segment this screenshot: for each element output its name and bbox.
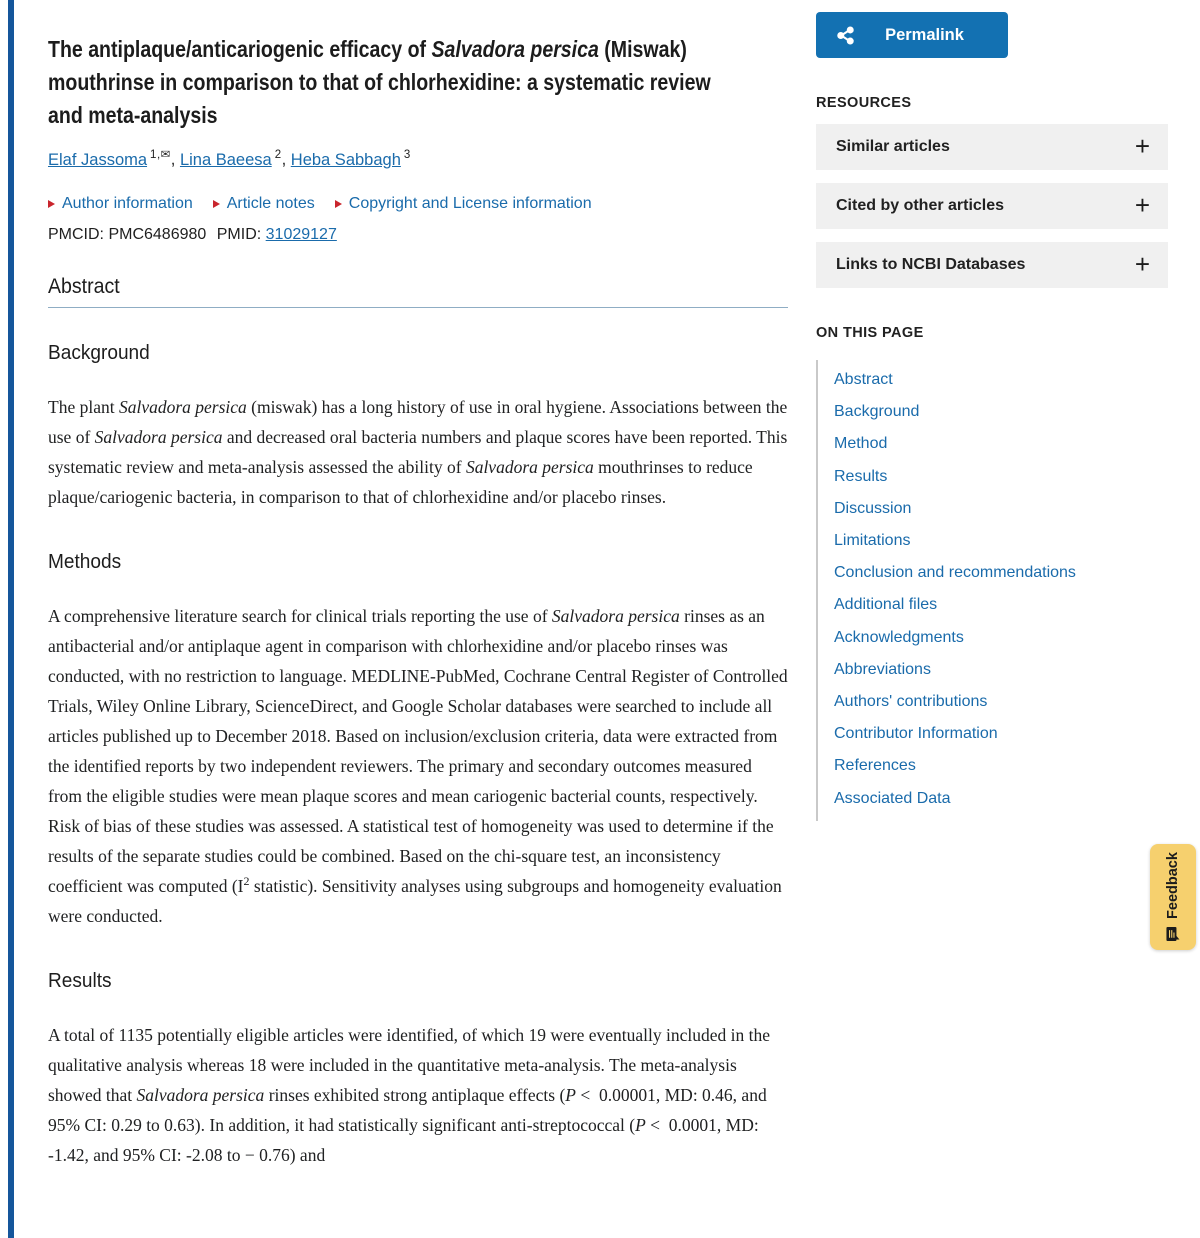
article-sidebar xyxy=(816,0,1168,821)
toc-link-contributor-information[interactable]: Contributor Information xyxy=(834,725,998,743)
author-link-lina-baeesa[interactable]: Lina Baeesa xyxy=(179,150,272,169)
accordion-label: Similar articles xyxy=(836,138,950,155)
toc-link-acknowledgments[interactable]: Acknowledgments xyxy=(834,628,964,646)
share-icon xyxy=(836,26,855,45)
section-methods xyxy=(48,550,788,931)
toc-link-method[interactable]: Method xyxy=(834,435,888,453)
author-affiliation-sup: 2 xyxy=(274,149,282,161)
plus-icon: + xyxy=(1134,130,1150,161)
toc-link-conclusion-and-recommendations[interactable]: Conclusion and recommendations xyxy=(834,564,1076,582)
article-title: The antiplaque/anticariogenic efficacy of Salvadora persica (Miswak) mouthrinse in comparison to that of chlorhexidine: a systematic review and meta-analysis xyxy=(48,36,711,128)
copyright-license-link[interactable]: Copyright and License information xyxy=(348,194,592,212)
section-heading: Methods xyxy=(48,549,122,573)
section-results xyxy=(48,969,788,1170)
abstract-heading: Abstract xyxy=(48,274,120,298)
author-link-elaf-jassoma[interactable]: Elaf Jassoma xyxy=(48,150,148,169)
pmcid-value: PMC6486980 xyxy=(108,225,207,243)
toc-link-authors-contributions[interactable]: Authors' contributions xyxy=(834,693,988,711)
accordion-label: Cited by other articles xyxy=(836,197,1005,214)
feedback-tab-content xyxy=(1165,852,1181,942)
article-main xyxy=(48,0,788,1170)
article-ids xyxy=(48,226,788,244)
author-affiliation-sup: 3 xyxy=(403,149,411,161)
toc-link-background[interactable]: Background xyxy=(834,403,920,421)
meta-link-item xyxy=(213,195,315,213)
plus-icon: + xyxy=(1134,248,1150,279)
disclosure-triangle-icon xyxy=(48,200,55,208)
article-notes-link[interactable]: Article notes xyxy=(226,194,315,212)
permalink-button[interactable] xyxy=(816,12,1008,58)
section-background xyxy=(48,341,788,512)
section-heading: Background xyxy=(48,340,150,364)
accordion-links-to-ncbi-databases[interactable] xyxy=(816,242,1168,288)
pmid-label: PMID: xyxy=(216,225,262,243)
author xyxy=(180,151,282,169)
author xyxy=(291,151,411,169)
author-link-heba-sabbagh[interactable]: Heba Sabbagh xyxy=(290,150,401,169)
author-separator: , xyxy=(281,150,291,169)
pmcid-label: PMCID: xyxy=(48,225,104,243)
accordion-cited-by-other-articles[interactable] xyxy=(816,183,1168,229)
toc-link-results[interactable]: Results xyxy=(834,467,888,485)
feedback-tab[interactable] xyxy=(1150,844,1196,950)
on-this-page-heading: ON THIS PAGE xyxy=(816,325,924,341)
toc-link-references[interactable]: References xyxy=(834,757,916,775)
toc-link-additional-files[interactable]: Additional files xyxy=(834,596,938,614)
section-paragraph: The plant Salvadora persica (miswak) has a long history of use in oral hygiene. Associations between the use of Salvadora persica and decreased oral bacteria numbers and plaque scores have been reported. This systematic review and meta-analysis assessed the ability of Salvadora persica mouthrinses to reduce plaque/cariogenic bacteria, in comparison to that of chlorhexidine and/or placebo rinses. xyxy=(48,396,788,507)
on-this-page-nav xyxy=(816,360,1168,821)
toc-link-abstract[interactable]: Abstract xyxy=(834,371,893,388)
toc-link-discussion[interactable]: Discussion xyxy=(834,499,912,517)
section-paragraph: A total of 1135 potentially eligible articles were identified, of which 19 were eventually included in the qualitative analysis whereas 18 were included in the quantitative meta-analysis. The meta-analysis showed that Salvadora persica rinses exhibited strong antiplaque effects (P < 0.00001, MD: 0.46, and 95% CI: 0.29 to 0.63). In addition, it had statistically significant anti-streptococcal (P < 0.0001, MD: -1.42, and 95% CI: -2.08 to − 0.76) and xyxy=(48,1024,770,1165)
toc-link-limitations[interactable]: Limitations xyxy=(834,532,911,550)
permalink-label: Permalink xyxy=(885,25,964,44)
disclosure-triangle-icon xyxy=(213,200,220,208)
author xyxy=(48,151,171,169)
resources-heading: RESOURCES xyxy=(816,95,912,111)
section-paragraph: A comprehensive literature search for clinical trials reporting the use of Salvadora persica rinses as an antibacterial and/or antiplaque agent in comparison with chlorhexidine and/or placebo rinses was conducted, with no restriction to language. MEDLINE-PubMed, Cochrane Central Register of Controlled Trials, Wiley Online Library, ScienceDirect, and Google Scholar databases were searched to include all articles published up to December 2018. Based on inclusion/exclusion criteria, data were extracted from the identified reports by two independent reviewers. The primary and secondary outcomes measured from the eligible studies were mean plaque scores and mean cariogenic bacterial counts, respectively. Risk of bias of these studies was assessed. A statistical test of homogeneity was used to determine if the results of the separate studies could be combined. Based on the chi-square test, an inconsistency coefficient was computed ($I^2$ statistic). Sensitivity analyses using subgroups and homogeneity evaluation were conducted. xyxy=(48,605,788,926)
author-separator: , xyxy=(170,150,180,169)
article-meta-links xyxy=(48,195,788,213)
page-accent-bar xyxy=(8,0,14,1238)
meta-link-item xyxy=(48,195,193,213)
section-heading: Results xyxy=(48,968,112,992)
author-list xyxy=(48,147,788,170)
meta-link-item xyxy=(335,195,592,213)
feedback-bubble-icon xyxy=(1165,926,1181,942)
author-information-link[interactable]: Author information xyxy=(62,194,193,212)
accordion-label: Links to NCBI Databases xyxy=(836,256,1026,273)
abstract-divider xyxy=(48,307,788,308)
disclosure-triangle-icon xyxy=(335,200,342,208)
accordion-similar-articles[interactable] xyxy=(816,124,1168,170)
feedback-label: Feedback xyxy=(1165,852,1181,919)
toc-link-associated-data[interactable]: Associated Data xyxy=(834,789,951,807)
toc-link-abbreviations[interactable]: Abbreviations xyxy=(834,660,931,678)
author-affiliation-sup: 1,✉ xyxy=(150,149,171,161)
plus-icon: + xyxy=(1134,189,1150,220)
pmid-link[interactable]: 31029127 xyxy=(265,225,337,243)
